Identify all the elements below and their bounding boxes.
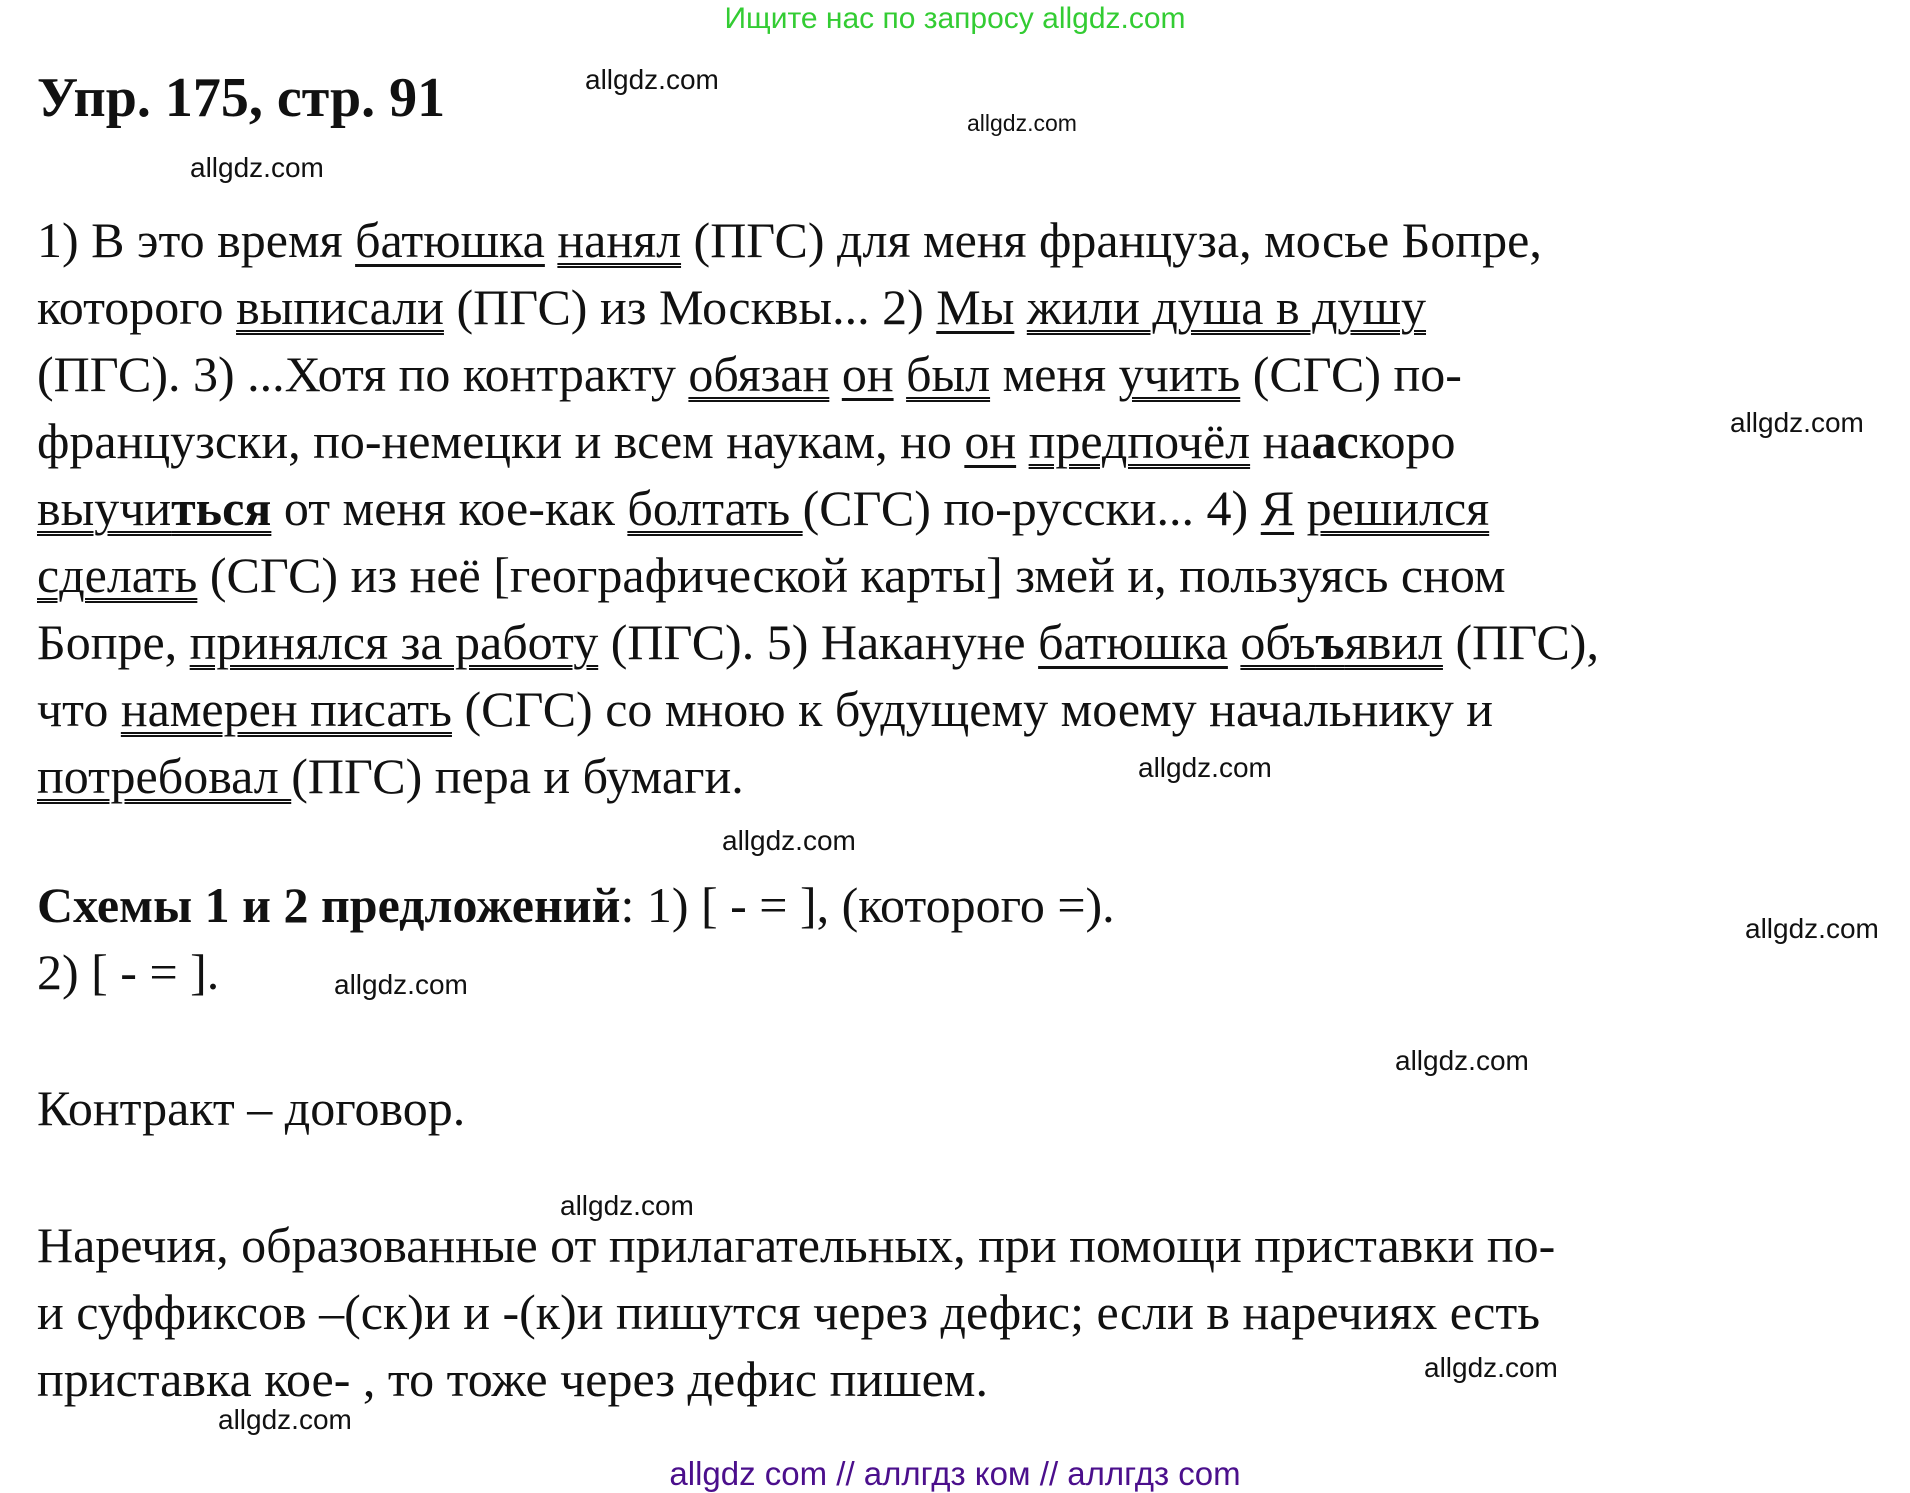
text-segment: что: [37, 681, 121, 737]
paragraph-line: [37, 277, 1426, 337]
text-segment: [1228, 614, 1241, 670]
subject-underlined: Я: [1260, 480, 1295, 536]
text-segment: [1294, 480, 1307, 536]
predicate-double-underlined: был: [906, 346, 991, 402]
schemes-line-1: [37, 875, 1115, 935]
watermark: allgdz.com: [585, 64, 719, 95]
predicate-double-underlined: потребовал: [37, 748, 292, 804]
text-segment: (СГС) из неё [географической карты] змей и, пользуясь сном: [197, 547, 1506, 603]
watermark: allgdz.com: [190, 152, 324, 183]
watermark: allgdz.com: [967, 110, 1077, 136]
rule-line-2: и суффиксов –(ск)и и -(к)и пишутся через дефис; если в наречиях есть: [37, 1284, 1541, 1340]
predicate-double-underlined: сделать: [37, 547, 198, 603]
definition: Контракт – договор.: [37, 1080, 466, 1136]
watermark: allgdz.com: [1395, 1045, 1529, 1076]
predicate-double-underlined: явил: [1344, 614, 1443, 670]
predicate-double-underlined: учить: [1118, 346, 1241, 402]
predicate-double-underlined: ться: [171, 480, 272, 536]
subject-underlined: он: [841, 346, 894, 402]
text-segment: [1014, 279, 1027, 335]
subject-underlined: батюшка: [1038, 614, 1228, 670]
schemes-line-2: 2) [ - = ].: [37, 944, 220, 1000]
text-segment: (СГС) по-русски... 4): [802, 480, 1261, 536]
paragraph-line: [37, 478, 1489, 538]
text-segment: (СГС) по-: [1240, 346, 1462, 402]
predicate-double-underlined: намерен писать: [120, 681, 452, 737]
watermark: allgdz.com: [1730, 407, 1864, 438]
paragraph-line: [37, 746, 744, 806]
text-segment: которого: [37, 279, 237, 335]
predicate-double-underlined: принялся за работу: [189, 614, 599, 670]
predicate-double-underlined: предпочёл: [1028, 413, 1251, 469]
rule-line-3: приставка кое- , то тоже через дефис пишем.: [37, 1351, 988, 1407]
predicate-double-underlined: обязан: [688, 346, 830, 402]
subject-underlined: батюшка: [355, 212, 545, 268]
subject-underlined: Мы: [936, 279, 1015, 335]
watermark: allgdz.com: [334, 969, 468, 1000]
exercise-title: Упр. 175, стр. 91: [37, 67, 446, 129]
schemes-1: : 1) [ - = ], (которого =).: [620, 877, 1115, 933]
predicate-double-underlined: жили душа в душу: [1026, 279, 1427, 335]
subject-underlined: он: [964, 413, 1017, 469]
predicate-double-underlined: нанял: [557, 212, 682, 268]
text-segment: [829, 346, 842, 402]
text-segment: (ПГС). 3) ...Хотя по контракту: [37, 346, 689, 402]
text-segment: коро: [1358, 413, 1456, 469]
predicate-double-underlined: выучи: [37, 480, 172, 536]
predicate-double-underlined: ъ: [1315, 614, 1345, 670]
predicate-double-underlined: объ: [1240, 614, 1316, 670]
predicate-double-underlined: решился: [1306, 480, 1490, 536]
watermark: allgdz.com: [722, 825, 856, 856]
footer-site-names: allgdz com // аллгдз ком // аллгдз com: [669, 1455, 1241, 1492]
text-segment: (ПГС). 5) Накануне: [598, 614, 1039, 670]
paragraph-line: [37, 545, 1506, 605]
text-segment: Бопре,: [37, 614, 190, 670]
text-segment: 1) В это время: [37, 212, 356, 268]
paragraph-line: [37, 411, 1456, 471]
rule-line-1: Наречия, образованные от прилагательных, при помощи приставки по-: [37, 1217, 1556, 1273]
paragraph-line: [37, 679, 1493, 739]
paragraph-line: [37, 344, 1462, 404]
text-segment: (ПГС) пера и бумаги.: [291, 748, 744, 804]
watermark: allgdz.com: [1745, 913, 1879, 944]
text-segment: на: [1250, 413, 1312, 469]
watermark: allgdz.com: [560, 1190, 694, 1221]
text-segment: (ПГС),: [1442, 614, 1599, 670]
search-hint-header: Ищите нас по запросу allgdz.com: [724, 2, 1186, 35]
schemes-label: Схемы 1 и 2 предложений: [37, 877, 621, 933]
bold-segment: ас: [1311, 413, 1359, 469]
text-segment: (ПГС) для меня француза, мосье Бопре,: [681, 212, 1542, 268]
text-segment: от меня кое-как: [271, 480, 628, 536]
paragraph-line: [37, 210, 1542, 270]
text-segment: [545, 212, 558, 268]
text-segment: [1016, 413, 1029, 469]
watermark: allgdz.com: [1138, 752, 1272, 783]
watermark: allgdz.com: [1424, 1352, 1558, 1383]
paragraph-line: [37, 612, 1599, 672]
watermark: allgdz.com: [218, 1404, 352, 1435]
text-segment: (ПГС) из Москвы... 2): [443, 279, 937, 335]
predicate-double-underlined: выписали: [236, 279, 444, 335]
text-segment: (СГС) со мною к будущему моему начальнику и: [451, 681, 1494, 737]
text-segment: французски, по-немецки и всем наукам, но: [37, 413, 965, 469]
text-segment: [894, 346, 907, 402]
text-segment: меня: [990, 346, 1119, 402]
predicate-double-underlined: болтать: [627, 480, 803, 536]
